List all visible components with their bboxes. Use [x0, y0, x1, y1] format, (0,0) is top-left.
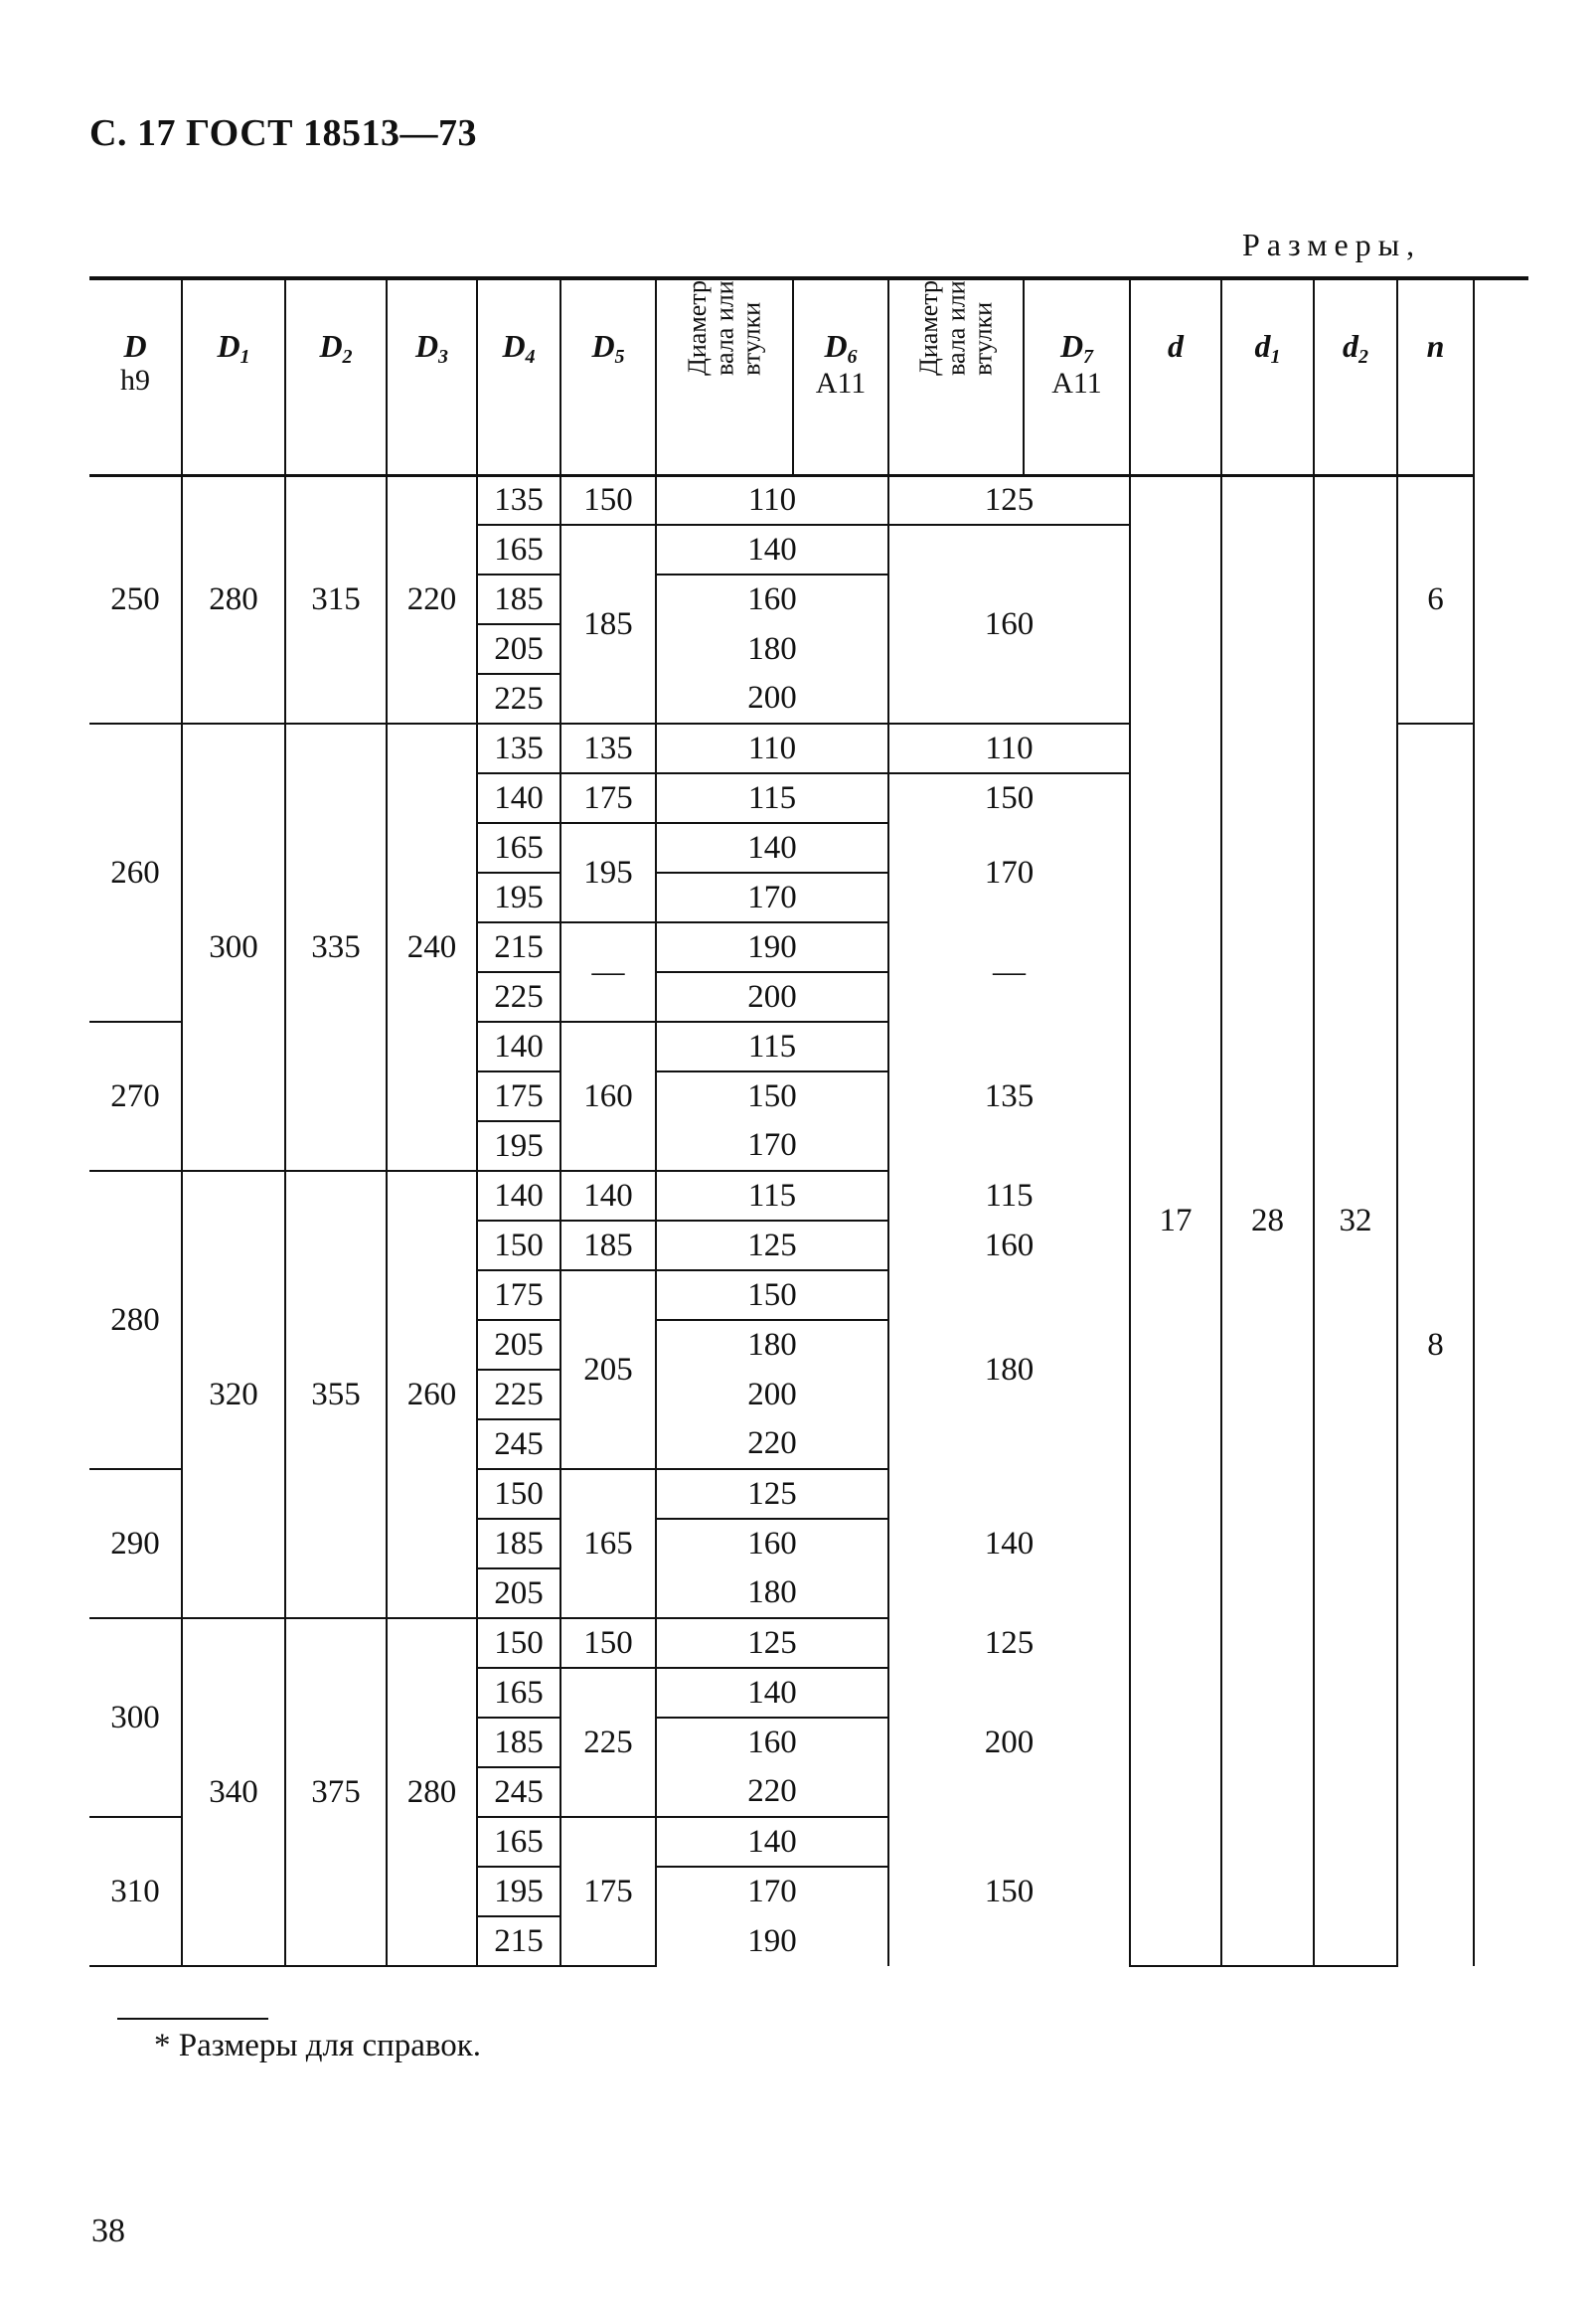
cell-D7: 180	[888, 1270, 1130, 1469]
cell-D7: 125	[888, 1618, 1130, 1668]
cell-D4: 185	[477, 575, 560, 624]
cell-D: 290	[89, 1469, 182, 1618]
cell-D5: 150	[560, 475, 656, 525]
cell-d: 17	[1130, 475, 1221, 1966]
cell-D4: 245	[477, 1767, 560, 1817]
cell-D5: 195	[560, 823, 656, 922]
cell-D3: 260	[387, 1171, 477, 1618]
cell-D7: 110	[888, 724, 1130, 773]
cell-D4: 185	[477, 1519, 560, 1568]
cell-shaft6: 200	[656, 674, 888, 724]
cell-D5: 175	[560, 1817, 656, 1966]
cell-D4: 205	[477, 624, 560, 674]
cell-D5: 185	[560, 1221, 656, 1270]
cell-D1: 300	[182, 724, 285, 1171]
cell-D5: 150	[560, 1618, 656, 1668]
cell-D4: 150	[477, 1469, 560, 1519]
cell-D4: 165	[477, 823, 560, 873]
cell-D4: 195	[477, 1867, 560, 1916]
units-label: Размеры,	[1242, 227, 1422, 262]
cell-D4: 165	[477, 525, 560, 575]
header-D4: $D_4$	[477, 278, 560, 475]
cell-D4: 135	[477, 724, 560, 773]
cell-shaft6: 200	[656, 972, 888, 1022]
cell-D4: 165	[477, 1668, 560, 1718]
cell-shaft6: 200	[656, 1370, 888, 1419]
cell-shaft6: 115	[656, 773, 888, 823]
cell-shaft6: 125	[656, 1618, 888, 1668]
cell-shaft6: 115	[656, 1022, 888, 1071]
header-shaft-diameter-6: Диаметр вала или втулки	[656, 278, 793, 475]
cell-D5: 160	[560, 1022, 656, 1171]
header-d1: $d_1$	[1221, 278, 1314, 475]
cell-D7: 150	[888, 773, 1130, 823]
cell-extra	[1474, 475, 1528, 1966]
cell-D5: 225	[560, 1668, 656, 1817]
cell-D5: —	[560, 922, 656, 1022]
cell-D2: 315	[285, 475, 387, 724]
dimensions-table	[89, 276, 1528, 1967]
cell-D5: 140	[560, 1171, 656, 1221]
header-shaft-diameter-7: Диаметр вала или втулки	[888, 278, 1024, 475]
cell-shaft6: 115	[656, 1171, 888, 1221]
header-row	[89, 278, 1528, 475]
cell-D7: 150	[888, 1817, 1130, 1966]
cell-shaft6: 190	[656, 1916, 888, 1966]
footnote: * Размеры для справок.	[154, 2028, 482, 2063]
cell-D: 280	[89, 1171, 182, 1469]
header-d: d	[1130, 278, 1221, 475]
cell-D: 300	[89, 1618, 182, 1817]
cell-D: 260	[89, 724, 182, 1022]
cell-shaft6: 140	[656, 1817, 888, 1867]
header-D5: $D_5$	[560, 278, 656, 475]
cell-shaft6: 170	[656, 1867, 888, 1916]
cell-shaft6: 110	[656, 724, 888, 773]
header-D: D h9	[89, 278, 182, 475]
cell-shaft6: 160	[656, 575, 888, 624]
header-d2: $d_2$	[1314, 278, 1397, 475]
cell-shaft6: 190	[656, 922, 888, 972]
cell-D4: 215	[477, 1916, 560, 1966]
cell-D1: 320	[182, 1171, 285, 1618]
page-title: С. 17 ГОСТ 18513—73	[89, 112, 477, 154]
cell-D4: 225	[477, 972, 560, 1022]
cell-D7: 115	[888, 1171, 1130, 1221]
cell-shaft6: 160	[656, 1718, 888, 1767]
cell-shaft6: 170	[656, 873, 888, 922]
header-extra	[1474, 278, 1528, 475]
header-D6: $D_6$ A11	[793, 278, 888, 475]
cell-D4: 245	[477, 1419, 560, 1469]
cell-shaft6: 140	[656, 823, 888, 873]
cell-D2: 335	[285, 724, 387, 1171]
cell-shaft6: 160	[656, 1519, 888, 1568]
cell-D7: —	[888, 922, 1130, 1022]
cell-D4: 175	[477, 1270, 560, 1320]
cell-d2: 32	[1314, 475, 1397, 1966]
cell-D4: 165	[477, 1817, 560, 1867]
cell-D4: 150	[477, 1618, 560, 1668]
header-D1: $D_1$	[182, 278, 285, 475]
cell-D7: 170	[888, 823, 1130, 922]
cell-D4: 205	[477, 1568, 560, 1618]
cell-D4: 135	[477, 475, 560, 525]
header-D7: $D_7$ A11	[1024, 278, 1130, 475]
cell-shaft6: 150	[656, 1071, 888, 1121]
cell-D: 250	[89, 475, 182, 724]
cell-shaft6: 150	[656, 1270, 888, 1320]
cell-D4: 140	[477, 773, 560, 823]
cell-D7: 140	[888, 1469, 1130, 1618]
cell-D4: 225	[477, 1370, 560, 1419]
cell-D3: 240	[387, 724, 477, 1171]
cell-D7: 200	[888, 1668, 1130, 1817]
cell-shaft6: 220	[656, 1419, 888, 1469]
cell-D5: 165	[560, 1469, 656, 1618]
cell-D7: 160	[888, 1221, 1130, 1270]
footnote-rule	[117, 2018, 268, 2020]
header-n: n	[1397, 278, 1474, 475]
cell-D5: 135	[560, 724, 656, 773]
cell-D4: 195	[477, 873, 560, 922]
cell-d1: 28	[1221, 475, 1314, 1966]
cell-D: 310	[89, 1817, 182, 1966]
cell-D2: 375	[285, 1618, 387, 1966]
cell-shaft6: 140	[656, 1668, 888, 1718]
cell-D2: 355	[285, 1171, 387, 1618]
cell-D3: 220	[387, 475, 477, 724]
cell-shaft6: 170	[656, 1121, 888, 1171]
cell-D1: 340	[182, 1618, 285, 1966]
cell-shaft6: 220	[656, 1767, 888, 1817]
header-D3: $D_3$	[387, 278, 477, 475]
header-D2: $D_2$	[285, 278, 387, 475]
cell-D4: 215	[477, 922, 560, 972]
cell-D7: 135	[888, 1022, 1130, 1171]
cell-D5: 205	[560, 1270, 656, 1469]
table-row	[89, 475, 1528, 525]
cell-D7: 125	[888, 475, 1130, 525]
cell-n: 6	[1397, 475, 1474, 724]
cell-D4: 140	[477, 1022, 560, 1071]
cell-D5: 175	[560, 773, 656, 823]
cell-shaft6: 180	[656, 1568, 888, 1618]
cell-D4: 205	[477, 1320, 560, 1370]
cell-D7: 160	[888, 525, 1130, 724]
cell-D4: 150	[477, 1221, 560, 1270]
cell-shaft6: 180	[656, 624, 888, 674]
cell-D3: 280	[387, 1618, 477, 1966]
cell-D4: 195	[477, 1121, 560, 1171]
page-number: 38	[91, 2213, 125, 2249]
cell-n: 8	[1397, 724, 1474, 1966]
cell-D1: 280	[182, 475, 285, 724]
cell-shaft6: 125	[656, 1469, 888, 1519]
cell-D: 270	[89, 1022, 182, 1171]
cell-D4: 140	[477, 1171, 560, 1221]
cell-D5: 185	[560, 525, 656, 724]
cell-D4: 225	[477, 674, 560, 724]
cell-D4: 185	[477, 1718, 560, 1767]
cell-shaft6: 180	[656, 1320, 888, 1370]
cell-shaft6: 140	[656, 525, 888, 575]
cell-shaft6: 125	[656, 1221, 888, 1270]
cell-D4: 175	[477, 1071, 560, 1121]
cell-shaft6: 110	[656, 475, 888, 525]
